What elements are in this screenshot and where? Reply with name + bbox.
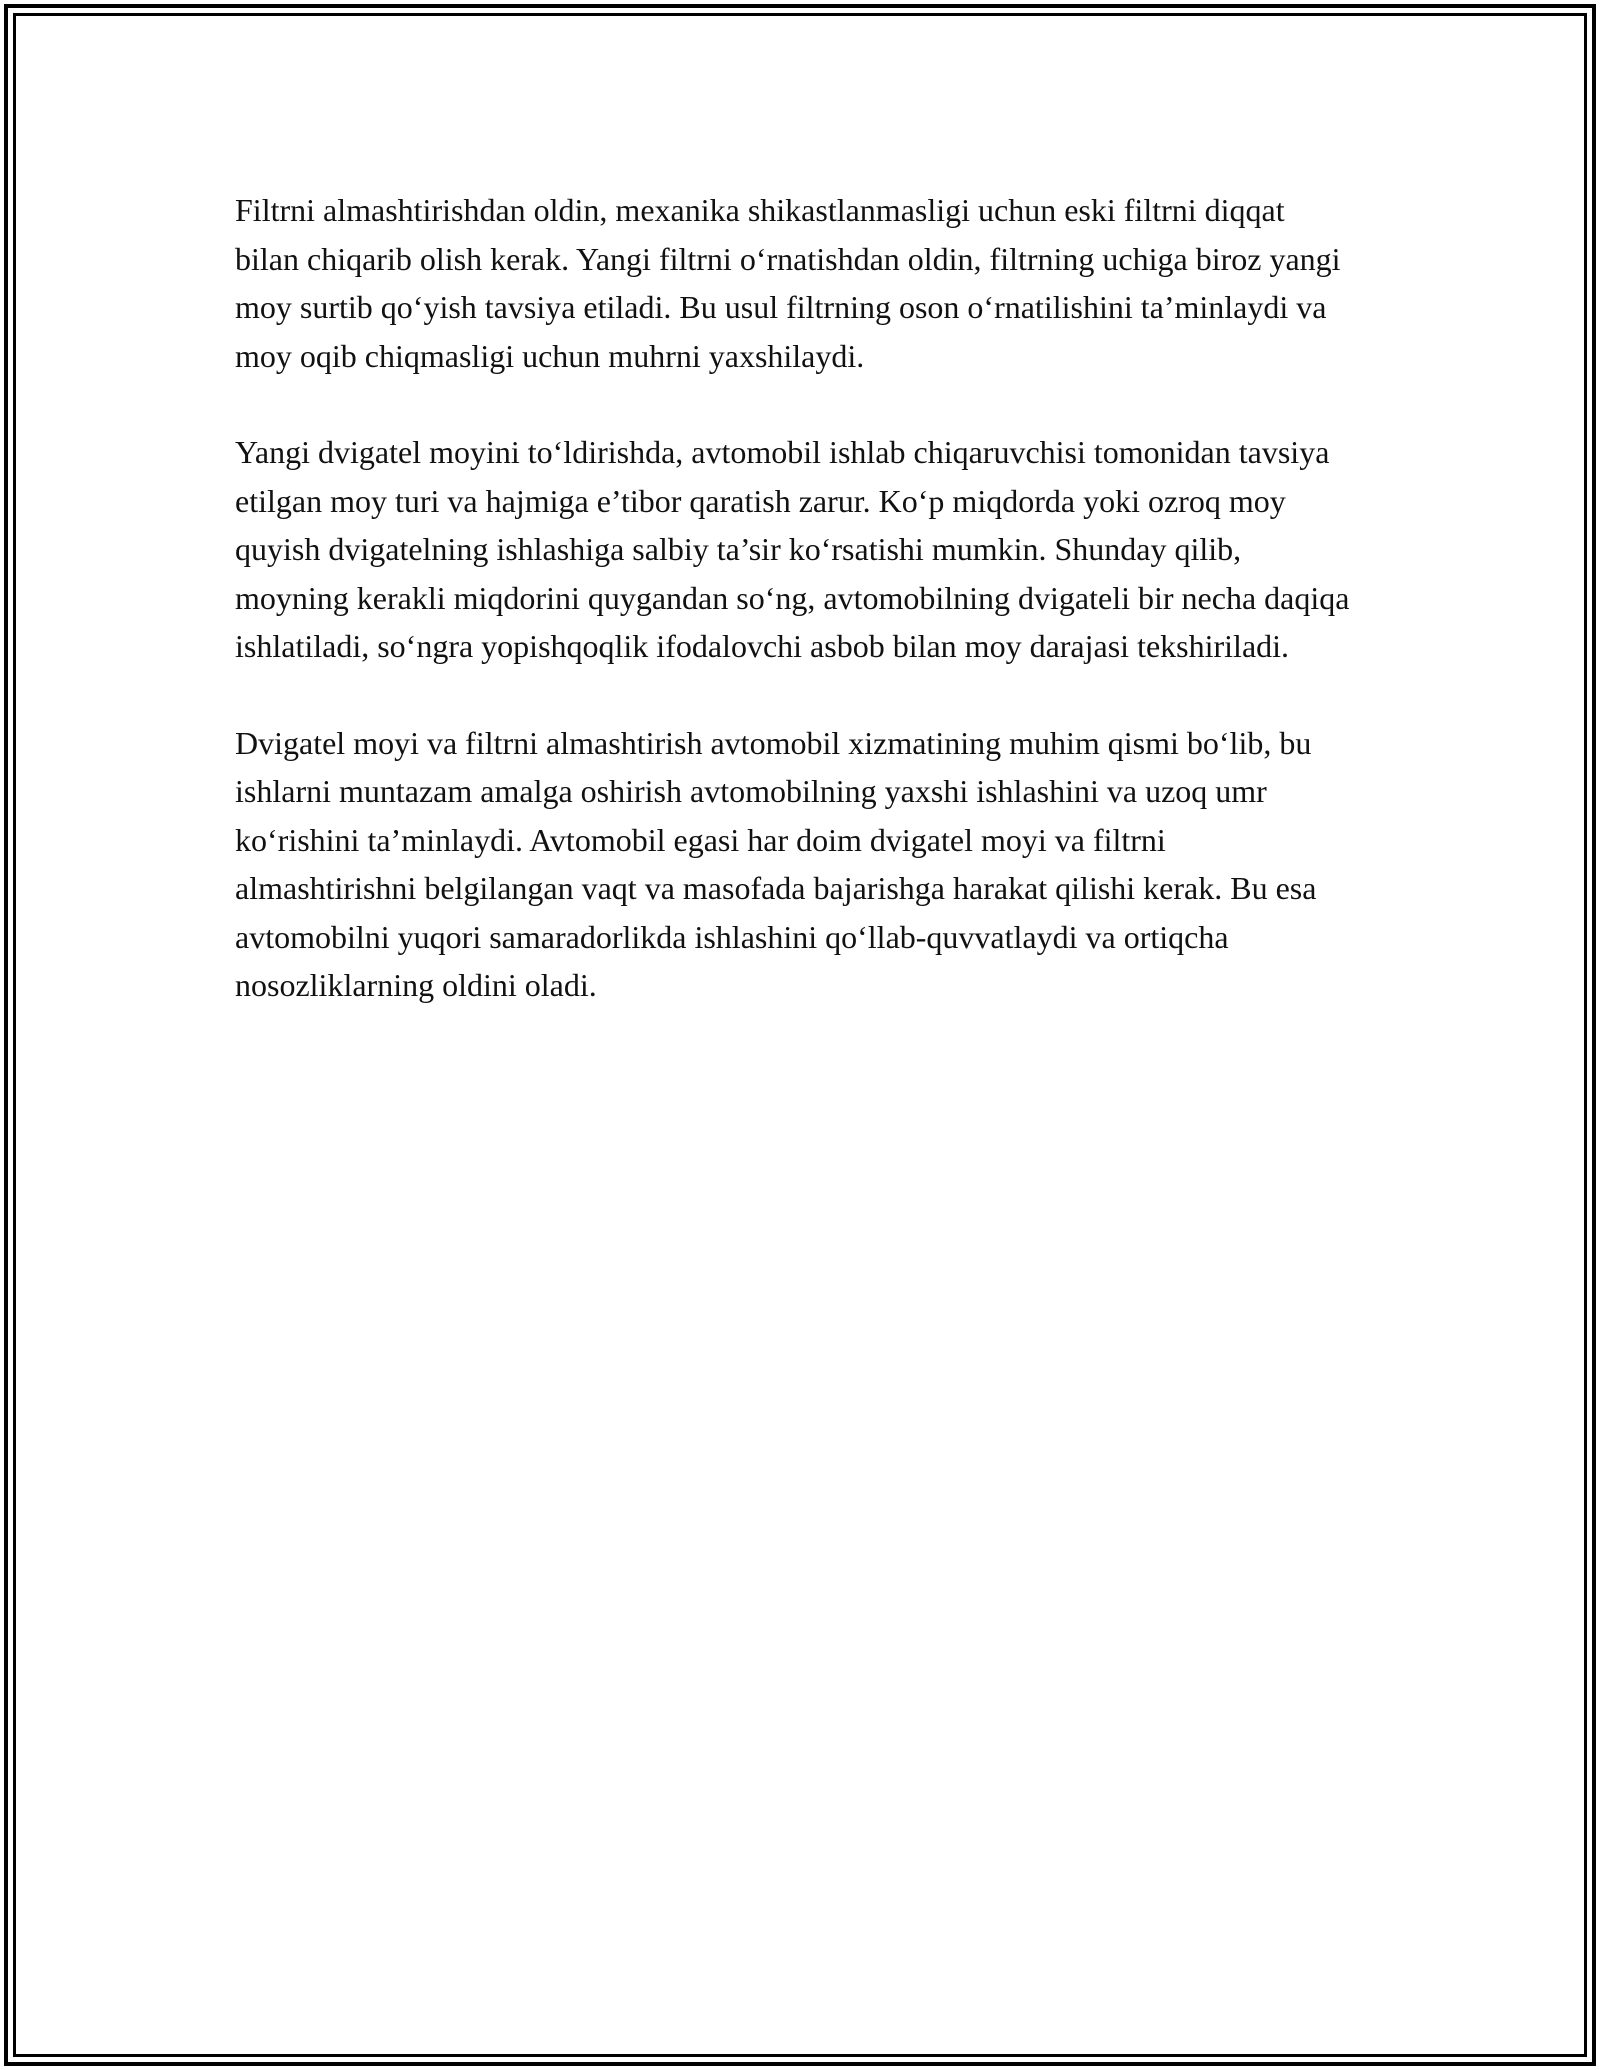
- document-body: [235, 186, 1355, 1058]
- paragraph-maintenance-summary: Dvigatel moyi va filtrni almashtirish avtomobil xizmatining muhim qismi bo‘lib, bu ishlarni muntazam amalga oshirish avtomobilning yaxshi ishlashini va uzoq umr ko‘rishini ta’minlaydi. Avtomobil egasi har doim dvigatel moyi va filtrni almashtirishni belgilangan vaqt va masofada bajarishga harakat qilishi kerak. Bu esa avtomobilni yuqori samaradorlikda ishlashini qo‘llab-quvvatlaydi va ortiqcha nosozliklarning oldini oladi.: [235, 724, 1317, 1003]
- paragraph-oil-filling: Yangi dvigatel moyini to‘ldirishda, avtomobil ishlab chiqaruvchisi tomonidan tavsiya etilgan moy turi va hajmiga e’tibor qaratish zarur. Ko‘p miqdorda yoki ozroq moy quyish dvigatelning ishlashiga salbiy ta’sir ko‘rsatishi mumkin. Shunday qilib, moyning kerakli miqdorini quygandan so‘ng, avtomobilning dvigateli bir necha daqiqa ishlatiladi, so‘ngra yopishqoqlik ifodalovchi asbob bilan moy darajasi tekshiriladi.: [235, 434, 1350, 664]
- paragraph-filter-replacement: Filtrni almashtirishdan oldin, mexanika shikastlanmasligi uchun eski filtrni diqqat bilan chiqarib olish kerak. Yangi filtrni o‘rnatishdan oldin, filtrning uchiga biroz yangi moy surtib qo‘yish tavsiya etiladi. Bu usul filtrning oson o‘rnatilishini ta’minlaydi va moy oqib chiqmasligi uchun muhrni yaxshilaydi.: [235, 192, 1341, 374]
